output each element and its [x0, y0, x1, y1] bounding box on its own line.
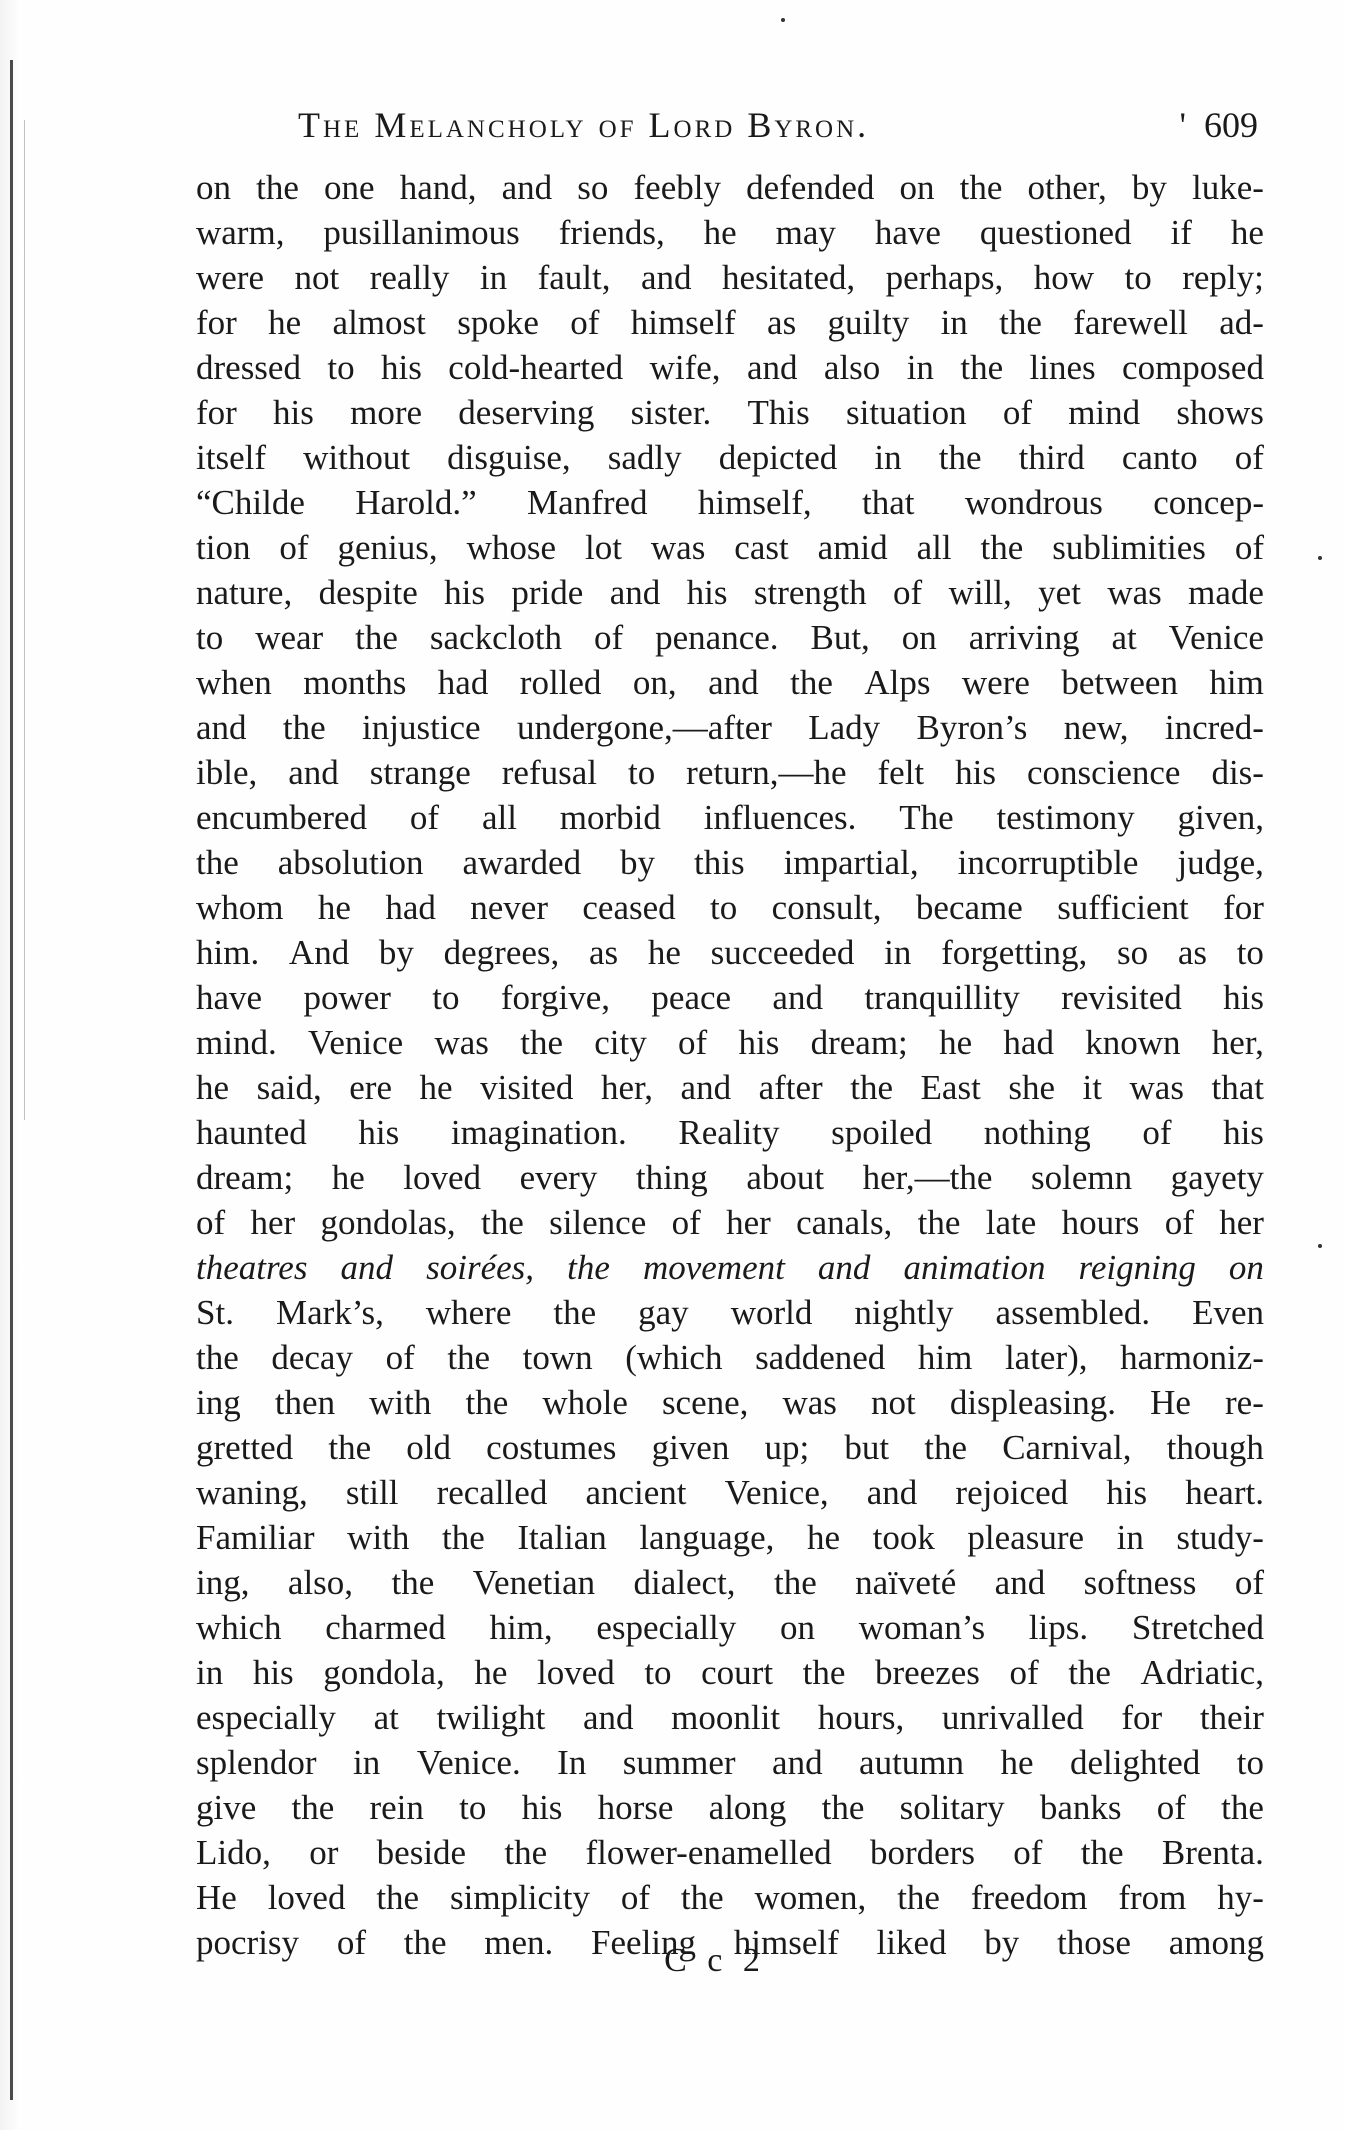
text-line: have power to forgive, peace and tranquillity revisited his [196, 978, 1264, 1017]
binding-shadow-line [10, 60, 13, 2100]
text-line: waning, still recalled ancient Venice, and rejoiced his heart. [196, 1473, 1264, 1512]
text-line: when months had rolled on, and the Alps were between him [196, 663, 1264, 702]
text-line: pocrisy of the men. Feeling himself liked by those among [196, 1923, 1264, 1962]
text-line: which charmed him, especially on woman’s lips. Stretched [196, 1608, 1264, 1647]
text-line: and the injustice undergone,—after Lady Byron’s new, incred- [196, 708, 1264, 747]
text-line: ing then with the whole scene, was not displeasing. He re- [196, 1383, 1264, 1422]
text-line: ing, also, the Venetian dialect, the naïveté and softness of [196, 1563, 1264, 1602]
running-header [298, 104, 1258, 154]
text-line: Lido, or beside the flower-enamelled borders of the Brenta. [196, 1833, 1264, 1872]
text-line: “Childe Harold.” Manfred himself, that wondrous concep- [196, 483, 1264, 522]
signature-mark: C c 2 [664, 1942, 766, 1979]
text-line: ible, and strange refusal to return,—he felt his conscience dis- [196, 753, 1264, 792]
text-line: for his more deserving sister. This situation of mind shows [196, 393, 1264, 432]
text-line: for he almost spoke of himself as guilty in the farewell ad- [196, 303, 1264, 342]
text-line: dressed to his cold-hearted wife, and also in the lines composed [196, 348, 1264, 387]
text-line: of her gondolas, the silence of her canals, the late hours of her [196, 1203, 1264, 1242]
text-line: in his gondola, he loved to court the breezes of the Adriatic, [196, 1653, 1264, 1692]
text-line: especially at twilight and moonlit hours, unrivalled for their [196, 1698, 1264, 1737]
text-line: splendor in Venice. In summer and autumn he delighted to [196, 1743, 1264, 1782]
page-number: 609 [1204, 105, 1258, 145]
print-speck [781, 18, 785, 22]
text-line: warm, pusillanimous friends, he may have questioned if he [196, 213, 1264, 252]
running-title: The Melancholy of Lord Byron. [298, 105, 870, 145]
text-line: haunted his imagination. Reality spoiled nothing of his [196, 1113, 1264, 1152]
text-line: the absolution awarded by this impartial, incorruptible judge, [196, 843, 1264, 882]
body-text [196, 165, 1264, 1965]
binding-faint-line [24, 120, 25, 1120]
text-line: nature, despite his pride and his strength of will, yet was made [196, 573, 1264, 612]
page-number-block [1180, 104, 1259, 146]
text-line: St. Mark’s, where the gay world nightly assembled. Even [196, 1293, 1264, 1332]
text-line: give the rein to his horse along the solitary banks of the [196, 1788, 1264, 1827]
text-line: gretted the old costumes given up; but the Carnival, though [196, 1428, 1264, 1467]
text-line: He loved the simplicity of the women, the freedom from hy- [196, 1878, 1264, 1917]
text-line: to wear the sackcloth of penance. But, on arriving at Venice [196, 618, 1264, 657]
text-line: he said, ere he visited her, and after the East she it was that [196, 1068, 1264, 1107]
header-mark: ' [1179, 105, 1186, 145]
text-line: whom he had never ceased to consult, became sufficient for [196, 888, 1264, 927]
text-line: dream; he loved every thing about her,—the solemn gayety [196, 1158, 1264, 1197]
text-line: the decay of the town (which saddened him later), harmoniz- [196, 1338, 1264, 1377]
text-line: Familiar with the Italian language, he took pleasure in study- [196, 1518, 1264, 1557]
print-speck [1318, 556, 1322, 560]
text-line: theatres and soirées, the movement and animation reigning on [196, 1248, 1264, 1287]
text-line: were not really in fault, and hesitated, perhaps, how to reply; [196, 258, 1264, 297]
text-line: on the one hand, and so feebly defended on the other, by luke- [196, 168, 1264, 207]
text-line: him. And by degrees, as he succeeded in forgetting, so as to [196, 933, 1264, 972]
print-speck [1318, 1244, 1322, 1248]
text-line: encumbered of all morbid influences. The testimony given, [196, 798, 1264, 837]
text-line: mind. Venice was the city of his dream; he had known her, [196, 1023, 1264, 1062]
text-line: itself without disguise, sadly depicted in the third canto of [196, 438, 1264, 477]
text-line: tion of genius, whose lot was cast amid all the sublimities of [196, 528, 1264, 567]
